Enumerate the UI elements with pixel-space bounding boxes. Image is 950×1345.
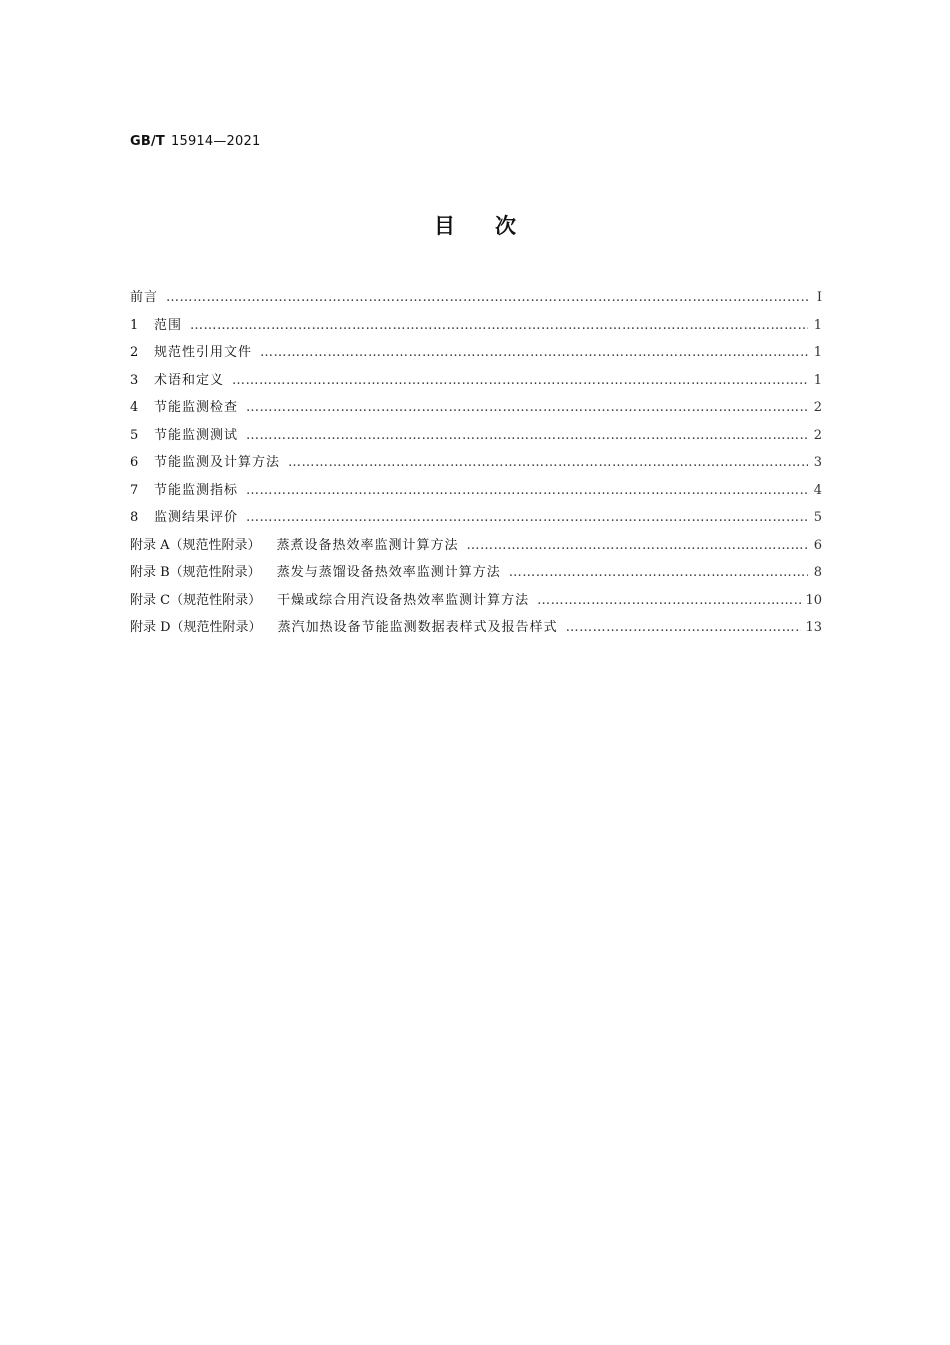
toc-entry-page: 10 [805,592,822,608]
dot-leader [509,559,808,587]
toc-entry-page: 6 [813,537,822,553]
toc-entry-number: 4 [130,400,139,415]
toc-entry-label: 蒸煮设备热效率监测计算方法 [276,537,459,553]
dot-leader [166,284,808,312]
toc-entry-label: 节能监测检查 [154,400,239,415]
toc-entry-page: 1 [813,345,822,360]
dot-leader [537,587,801,615]
toc-entry-label: 节能监测及计算方法 [154,455,281,470]
toc-entry-annex-a[interactable] [130,532,822,560]
dot-leader [566,614,802,642]
table-of-contents [130,284,822,642]
toc-entry-annex-d[interactable] [130,614,822,642]
dot-leader [246,422,808,450]
toc-entry-number: 2 [130,345,139,360]
toc-entry-number: 3 [130,372,139,388]
toc-entry-label: 节能监测测试 [154,427,239,443]
toc-entry-1[interactable] [130,312,822,340]
toc-entry-foreword[interactable] [130,284,822,312]
annex-prefix: 附录 B（规范性附录） [130,565,261,580]
standard-code: GB/T [130,134,165,149]
toc-entry-label: 节能监测指标 [154,482,239,498]
dot-leader [246,477,808,505]
dot-leader [246,504,808,532]
dot-leader [288,449,808,477]
toc-entry-label: 术语和定义 [154,372,225,388]
toc-entry-6[interactable] [130,449,822,477]
toc-entry-3[interactable] [130,367,822,395]
annex-prefix: 附录 D（规范性附录） [130,620,262,635]
toc-title: 目次 [434,214,556,238]
toc-entry-page: 3 [813,455,822,470]
toc-entry-page: 4 [813,482,822,498]
toc-entry-8[interactable] [130,504,822,532]
toc-entry-annex-b[interactable] [130,559,822,587]
toc-entry-page: 8 [813,565,822,580]
dot-leader [232,367,808,395]
toc-entry-number: 8 [130,510,139,525]
toc-entry-label: 干燥或综合用汽设备热效率监测计算方法 [277,592,530,608]
toc-entry-label: 蒸汽加热设备节能监测数据表样式及报告样式 [277,620,558,635]
dot-leader [260,339,808,367]
toc-entry-page: 2 [813,427,822,443]
toc-entry-7[interactable] [130,477,822,505]
toc-entry-page: 2 [813,400,822,415]
page-header [130,134,260,149]
toc-entry-2[interactable] [130,339,822,367]
annex-prefix: 附录 C（规范性附录） [130,592,262,608]
toc-entry-page: 1 [813,317,822,333]
toc-entry-number: 1 [130,317,139,333]
toc-entry-annex-c[interactable] [130,587,822,615]
standard-number: 15914—2021 [171,134,261,149]
toc-entry-label: 范围 [154,317,183,333]
toc-entry-page: 1 [813,372,822,388]
dot-leader [246,394,808,422]
toc-entry-label: 规范性引用文件 [154,345,253,360]
annex-prefix: 附录 A（规范性附录） [130,537,261,553]
toc-entry-label: 前言 [130,290,159,305]
toc-entry-number: 7 [130,482,139,498]
dot-leader [190,312,808,340]
toc-entry-label: 蒸发与蒸馏设备热效率监测计算方法 [276,565,501,580]
toc-entry-number: 5 [130,427,139,443]
toc-entry-label: 监测结果评价 [154,510,239,525]
dot-leader [467,532,808,560]
toc-entry-page: 13 [805,620,822,635]
toc-entry-page: 5 [813,510,822,525]
toc-entry-number: 6 [130,455,139,470]
toc-entry-5[interactable] [130,422,822,450]
toc-entry-page: Ⅰ [816,290,822,305]
toc-entry-4[interactable] [130,394,822,422]
